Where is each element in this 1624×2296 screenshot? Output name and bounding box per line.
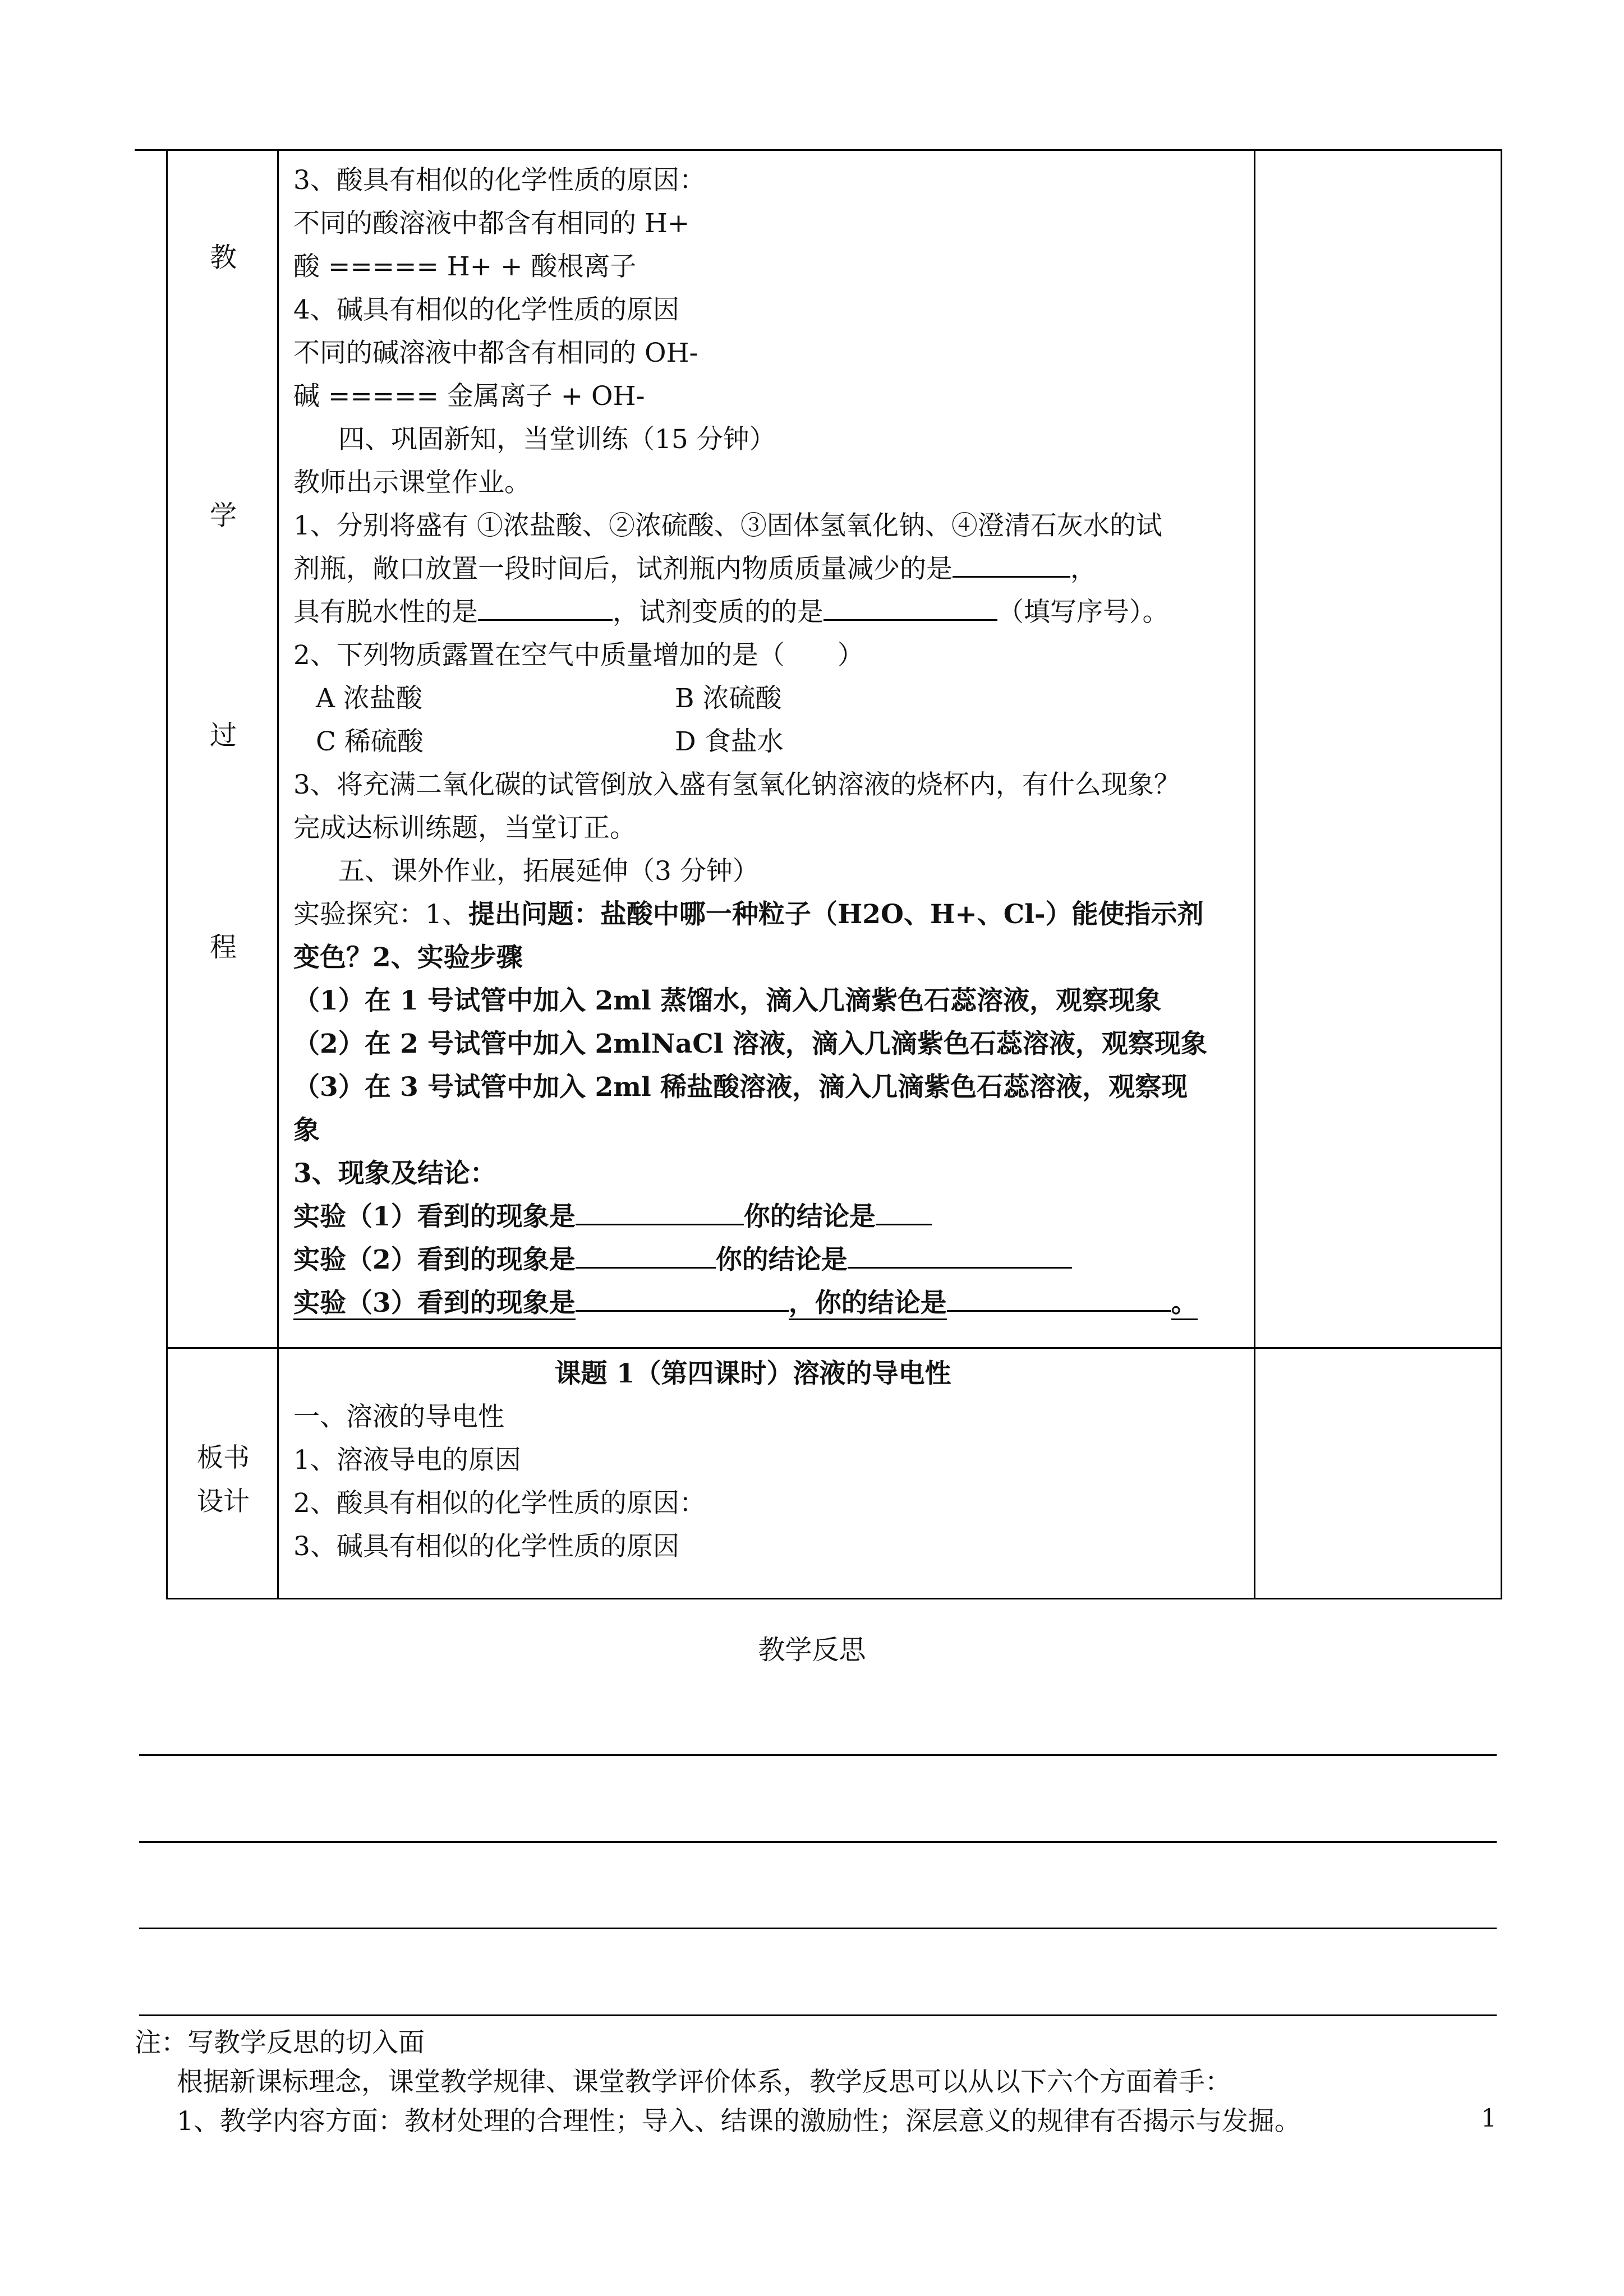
text-line: 碱 ===== 金属离子 + OH- — [293, 381, 645, 412]
answer-blank[interactable] — [876, 1199, 932, 1225]
text-line: 4、碱具有相似的化学性质的原因 — [293, 294, 679, 325]
options-line — [293, 677, 1246, 720]
answer-blank[interactable] — [576, 1242, 716, 1269]
option-d: D 食盐水 — [675, 726, 784, 757]
text-line: 教师出示课堂作业。 — [293, 467, 531, 498]
board-content-cell — [278, 1348, 1255, 1599]
experiment-step: （3）在 3 号试管中加入 2ml 稀盐酸溶液，滴入几滴紫色石蕊溶液，观察现 — [293, 1072, 1188, 1103]
process-content-cell — [278, 150, 1255, 1348]
options-line — [293, 720, 1246, 763]
reflection-writing-line[interactable] — [139, 2014, 1497, 2016]
section-heading: 四、巩固新知，当堂训练（15 分钟） — [338, 424, 776, 455]
option-a: A 浓盐酸 — [316, 683, 422, 714]
result-line: 实验（2）看到的现象是 你的结论是 — [293, 1238, 1246, 1281]
answer-blank[interactable] — [953, 551, 1070, 578]
answer-blank[interactable] — [947, 1285, 1171, 1312]
answer-blank[interactable] — [848, 1242, 1072, 1269]
process-label-char: 学 — [209, 500, 237, 531]
board-label-line: 板书 — [197, 1442, 250, 1473]
board-line: 2、酸具有相似的化学性质的原因： — [293, 1488, 706, 1519]
note-text: 1、教学内容方面：教材处理的合理性；导入、结课的激励性；深层意义的规律有否揭示与发掘。 — [177, 2106, 1301, 2137]
text-line: 不同的酸溶液中都含有相同的 H+ — [293, 208, 690, 239]
note-heading: 注：写教学反思的切入面 — [135, 2027, 425, 2058]
experiment-step: （1）在 1 号试管中加入 2ml 蒸馏水，滴入几滴紫色石蕊溶液，观察现象 — [293, 985, 1162, 1016]
process-label-char: 教 — [209, 242, 237, 273]
answer-blank[interactable] — [576, 1199, 744, 1225]
process-label-cell — [167, 150, 278, 1348]
text-line: 酸 ===== H+ + 酸根离子 — [293, 251, 637, 282]
note-text: 根据新课标理念，课堂教学规律、课堂教学评价体系，教学反思可以从以下六个方面着手： — [177, 2067, 1231, 2097]
text-line: 不同的碱溶液中都含有相同的 OH- — [293, 338, 698, 368]
option-c: C 稀硫酸 — [316, 726, 424, 757]
lesson-plan-table — [166, 149, 1502, 1599]
experiment-line: 3、现象及结论： — [293, 1158, 496, 1189]
experiment-step: 象 — [293, 1115, 320, 1146]
board-notes-cell — [1255, 1348, 1502, 1599]
text-line: 3、酸具有相似的化学性质的原因： — [293, 165, 706, 196]
question-line: 剂瓶，敞口放置一段时间后，试剂瓶内物质质量减少的是 ， — [293, 547, 1246, 591]
question-line: 1、分别将盛有 ①浓盐酸、②浓硫酸、③固体氢氧化钠、④澄清石灰水的试 — [293, 510, 1162, 541]
experiment-line: 实验探究：1、提出问题：盐酸中哪一种粒子（H2O、H+、Cl-）能使指示剂 — [293, 899, 1204, 930]
experiment-step: （2）在 2 号试管中加入 2mlNaCl 溶液，滴入几滴紫色石蕊溶液，观察现象 — [293, 1029, 1207, 1059]
answer-blank[interactable] — [823, 594, 997, 621]
process-label-char: 过 — [209, 720, 237, 751]
board-label-line: 设计 — [197, 1486, 250, 1517]
board-line: 1、溶液导电的原因 — [293, 1445, 521, 1476]
process-label-char: 程 — [209, 932, 237, 963]
answer-blank[interactable] — [576, 1285, 789, 1312]
board-line: 3、碱具有相似的化学性质的原因 — [293, 1531, 679, 1562]
result-line: 实验（3）看到的现象是 ，你的结论是 。 — [293, 1281, 1246, 1325]
board-label-cell — [167, 1348, 278, 1599]
option-b: B 浓硫酸 — [675, 683, 782, 714]
board-title: 课题 1（第四课时）溶液的导电性 — [554, 1358, 951, 1389]
question-line: 2、下列物质露置在空气中质量增加的是（ ） — [293, 640, 864, 671]
teaching-process-row — [167, 150, 1502, 1348]
answer-blank[interactable] — [478, 594, 613, 621]
process-notes-cell — [1255, 150, 1502, 1348]
reflection-writing-line[interactable] — [139, 1928, 1497, 1929]
section-heading: 五、课外作业，拓展延伸（3 分钟） — [338, 856, 759, 887]
experiment-line: 变色？2、实验步骤 — [293, 942, 523, 973]
board-line: 一、溶液的导电性 — [293, 1401, 504, 1432]
reflection-title: 教学反思 — [758, 1634, 866, 1666]
text-line: 完成达标训练题，当堂订正。 — [293, 813, 636, 843]
page-number: 1 — [1481, 2104, 1497, 2133]
reflection-writing-line[interactable] — [139, 1754, 1497, 1756]
question-line: 具有脱水性的是 ，试剂变质的的是 （填写序号）。 — [293, 591, 1246, 634]
board-design-row — [167, 1348, 1502, 1599]
reflection-writing-line[interactable] — [139, 1841, 1497, 1843]
result-line: 实验（1）看到的现象是 你的结论是 — [293, 1195, 1246, 1238]
question-line: 3、将充满二氧化碳的试管倒放入盛有氢氧化钠溶液的烧杯内，有什么现象？ — [293, 769, 1180, 800]
